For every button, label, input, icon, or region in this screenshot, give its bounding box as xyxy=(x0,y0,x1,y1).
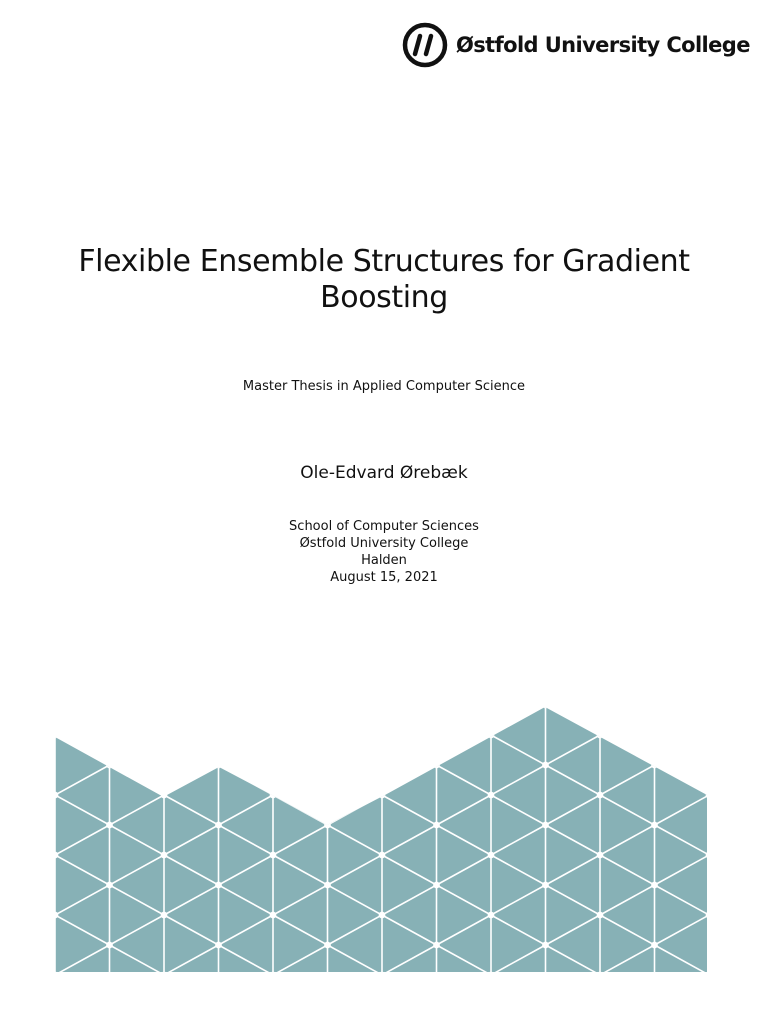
lattice-line xyxy=(491,975,546,1005)
lattice-node xyxy=(161,912,168,919)
lattice-node xyxy=(542,1002,549,1009)
lattice-line xyxy=(709,735,764,765)
lattice-node xyxy=(651,822,658,829)
lattice-line xyxy=(273,705,328,735)
lattice-line xyxy=(764,675,768,705)
lattice-line xyxy=(110,735,165,765)
lattice-node xyxy=(651,882,658,889)
lattice-line xyxy=(655,1005,710,1024)
lattice-node xyxy=(106,942,113,949)
lattice-node xyxy=(542,702,549,709)
lattice-line xyxy=(273,735,328,765)
lattice-line xyxy=(273,765,328,795)
lattice-line xyxy=(491,675,546,705)
lattice-line xyxy=(764,855,768,885)
lattice-line xyxy=(328,675,383,705)
lattice-node xyxy=(760,942,767,949)
lattice-node xyxy=(106,702,113,709)
lattice-node xyxy=(270,732,277,739)
lattice-line xyxy=(709,675,764,705)
lattice-line xyxy=(328,975,383,1005)
lattice-node xyxy=(379,972,386,979)
lattice-line xyxy=(491,645,546,675)
thesis-date: August 15, 2021 xyxy=(330,570,438,585)
lattice-node xyxy=(433,702,440,709)
lattice-node xyxy=(651,702,658,709)
lattice-line xyxy=(600,675,655,705)
lattice-node xyxy=(52,732,59,739)
lattice-node xyxy=(52,672,59,679)
lattice-line xyxy=(110,1005,165,1024)
lattice-line xyxy=(382,735,437,765)
lattice-line xyxy=(382,705,437,735)
lattice-line xyxy=(55,975,110,1005)
lattice-node xyxy=(215,702,222,709)
lattice-line xyxy=(437,675,492,705)
lattice-line xyxy=(764,825,768,855)
lattice-node xyxy=(433,942,440,949)
lattice-line xyxy=(273,975,328,1005)
lattice-line xyxy=(219,735,274,765)
lattice-line xyxy=(328,765,383,795)
lattice-line xyxy=(546,1005,601,1024)
lattice-node xyxy=(379,912,386,919)
lattice-node xyxy=(651,942,658,949)
lattice-line xyxy=(1,915,56,945)
lattice-line xyxy=(219,705,274,735)
lattice-node xyxy=(760,882,767,889)
lattice-node xyxy=(597,792,604,799)
lattice-node xyxy=(433,762,440,769)
lattice-line xyxy=(164,675,219,705)
lattice-line xyxy=(600,705,655,735)
lattice-line xyxy=(1,855,56,885)
lattice-line xyxy=(764,945,768,975)
lattice-node xyxy=(270,912,277,919)
lattice-line xyxy=(546,975,601,1005)
lattice-node xyxy=(0,762,4,769)
lattice-line xyxy=(110,975,165,1005)
thesis-subtitle: Master Thesis in Applied Computer Science xyxy=(242,379,526,394)
lattice-line xyxy=(764,765,768,795)
lattice-line xyxy=(110,705,165,735)
lattice-line xyxy=(110,675,165,705)
lattice-line xyxy=(1,945,56,975)
lattice-node xyxy=(161,732,168,739)
lattice-line xyxy=(273,645,328,675)
lattice-node xyxy=(542,882,549,889)
lattice-line xyxy=(164,975,219,1005)
lattice-line xyxy=(709,795,764,825)
lattice-line xyxy=(1,735,56,765)
lattice-line xyxy=(437,975,492,1005)
lattice-line xyxy=(55,675,110,705)
lattice-line xyxy=(709,945,764,975)
lattice-line xyxy=(437,705,492,735)
lattice-line xyxy=(382,675,437,705)
lattice-node xyxy=(488,852,495,859)
lattice-line xyxy=(1,705,56,735)
lattice-node xyxy=(760,702,767,709)
university-name-logo-text: Østfold University College xyxy=(456,33,750,57)
lattice-line xyxy=(55,705,110,735)
lattice-node xyxy=(161,972,168,979)
lattice-node xyxy=(215,762,222,769)
lattice-line xyxy=(764,795,768,825)
lattice-line xyxy=(709,705,764,735)
lattice-node xyxy=(706,852,713,859)
lattice-node xyxy=(597,672,604,679)
lattice-line xyxy=(709,915,764,945)
lattice-node xyxy=(270,672,277,679)
lattice-line xyxy=(1,675,56,705)
lattice-line xyxy=(219,675,274,705)
institution-name: Østfold University College xyxy=(299,536,469,551)
lattice-node xyxy=(760,822,767,829)
lattice-line xyxy=(1,975,56,1005)
lattice-line xyxy=(1,1005,56,1024)
lattice-node xyxy=(597,732,604,739)
lattice-line xyxy=(709,825,764,855)
lattice-node xyxy=(433,822,440,829)
lattice-node xyxy=(706,912,713,919)
lattice-line xyxy=(1,795,56,825)
lattice-node xyxy=(433,1002,440,1009)
lattice-node xyxy=(706,792,713,799)
lattice-node xyxy=(379,672,386,679)
lattice-node xyxy=(597,852,604,859)
lattice-node xyxy=(270,972,277,979)
lattice-line xyxy=(273,675,328,705)
lattice-node xyxy=(0,1002,4,1009)
lattice-node xyxy=(706,972,713,979)
lattice-line xyxy=(655,735,710,765)
lattice-line xyxy=(764,975,768,1005)
lattice-node xyxy=(488,972,495,979)
school-name: School of Computer Sciences xyxy=(289,519,479,534)
lattice-line xyxy=(600,645,655,675)
lattice-node xyxy=(706,732,713,739)
lattice-node xyxy=(106,882,113,889)
lattice-line xyxy=(709,975,764,1005)
lattice-line xyxy=(164,735,219,765)
lattice-node xyxy=(106,762,113,769)
lattice-line xyxy=(764,915,768,945)
lattice-node xyxy=(706,672,713,679)
lattice-node xyxy=(542,942,549,949)
lattice-line xyxy=(600,975,655,1005)
lattice-line xyxy=(764,705,768,735)
lattice-line xyxy=(437,1005,492,1024)
lattice-node xyxy=(324,702,331,709)
lattice-node xyxy=(324,1002,331,1009)
lattice-line xyxy=(219,1005,274,1024)
lattice-line xyxy=(709,765,764,795)
city-name: Halden xyxy=(361,553,407,568)
lattice-node xyxy=(52,792,59,799)
lattice-node xyxy=(52,852,59,859)
lattice-node xyxy=(161,852,168,859)
lattice-line xyxy=(328,735,383,765)
lattice-node xyxy=(324,762,331,769)
lattice-node xyxy=(106,822,113,829)
lattice-node xyxy=(215,882,222,889)
lattice-node xyxy=(760,762,767,769)
lattice-node xyxy=(488,732,495,739)
lattice-line xyxy=(55,645,110,675)
thesis-title: Flexible Ensemble Structures for Gradient Boosting xyxy=(78,244,690,315)
lattice-node xyxy=(488,672,495,679)
lattice-node xyxy=(488,792,495,799)
lattice-line xyxy=(764,735,768,765)
lattice-node xyxy=(597,912,604,919)
lattice-line xyxy=(655,675,710,705)
lattice-node xyxy=(379,732,386,739)
lattice-line xyxy=(382,975,437,1005)
lattice-node xyxy=(597,972,604,979)
lattice-line xyxy=(546,675,601,705)
skyline-fill xyxy=(55,707,707,972)
lattice-node xyxy=(215,822,222,829)
lattice-node xyxy=(52,972,59,979)
lattice-line xyxy=(164,645,219,675)
lattice-node xyxy=(542,822,549,829)
lattice-node xyxy=(488,912,495,919)
lattice-node xyxy=(215,1002,222,1009)
lattice-node xyxy=(161,672,168,679)
lattice-node xyxy=(270,852,277,859)
lattice-node xyxy=(270,792,277,799)
lattice-node xyxy=(215,942,222,949)
lattice-node xyxy=(0,942,4,949)
lattice-node xyxy=(651,762,658,769)
lattice-node xyxy=(161,792,168,799)
lattice-line xyxy=(709,645,764,675)
author-name: Ole-Edvard Ørebæk xyxy=(300,463,468,483)
lattice-line xyxy=(1,885,56,915)
lattice-line xyxy=(219,975,274,1005)
lattice-line xyxy=(655,705,710,735)
lattice-node xyxy=(379,852,386,859)
lattice-node xyxy=(651,1002,658,1009)
lattice-node xyxy=(324,822,331,829)
lattice-node xyxy=(52,912,59,919)
lattice-line xyxy=(709,855,764,885)
lattice-line xyxy=(1,765,56,795)
lattice-line xyxy=(709,885,764,915)
lattice-node xyxy=(324,882,331,889)
lattice-node xyxy=(106,1002,113,1009)
lattice-node xyxy=(379,792,386,799)
lattice-node xyxy=(0,702,4,709)
lattice-node xyxy=(324,942,331,949)
lattice-line xyxy=(764,885,768,915)
lattice-line xyxy=(328,705,383,735)
lattice-line xyxy=(164,705,219,735)
lattice-node xyxy=(0,822,4,829)
lattice-node xyxy=(0,882,4,889)
lattice-line xyxy=(328,1005,383,1024)
lattice-node xyxy=(760,1002,767,1009)
lattice-line xyxy=(1,825,56,855)
lattice-node xyxy=(433,882,440,889)
lattice-node xyxy=(542,762,549,769)
lattice-line xyxy=(382,645,437,675)
lattice-line xyxy=(764,1005,768,1024)
lattice-line xyxy=(655,975,710,1005)
